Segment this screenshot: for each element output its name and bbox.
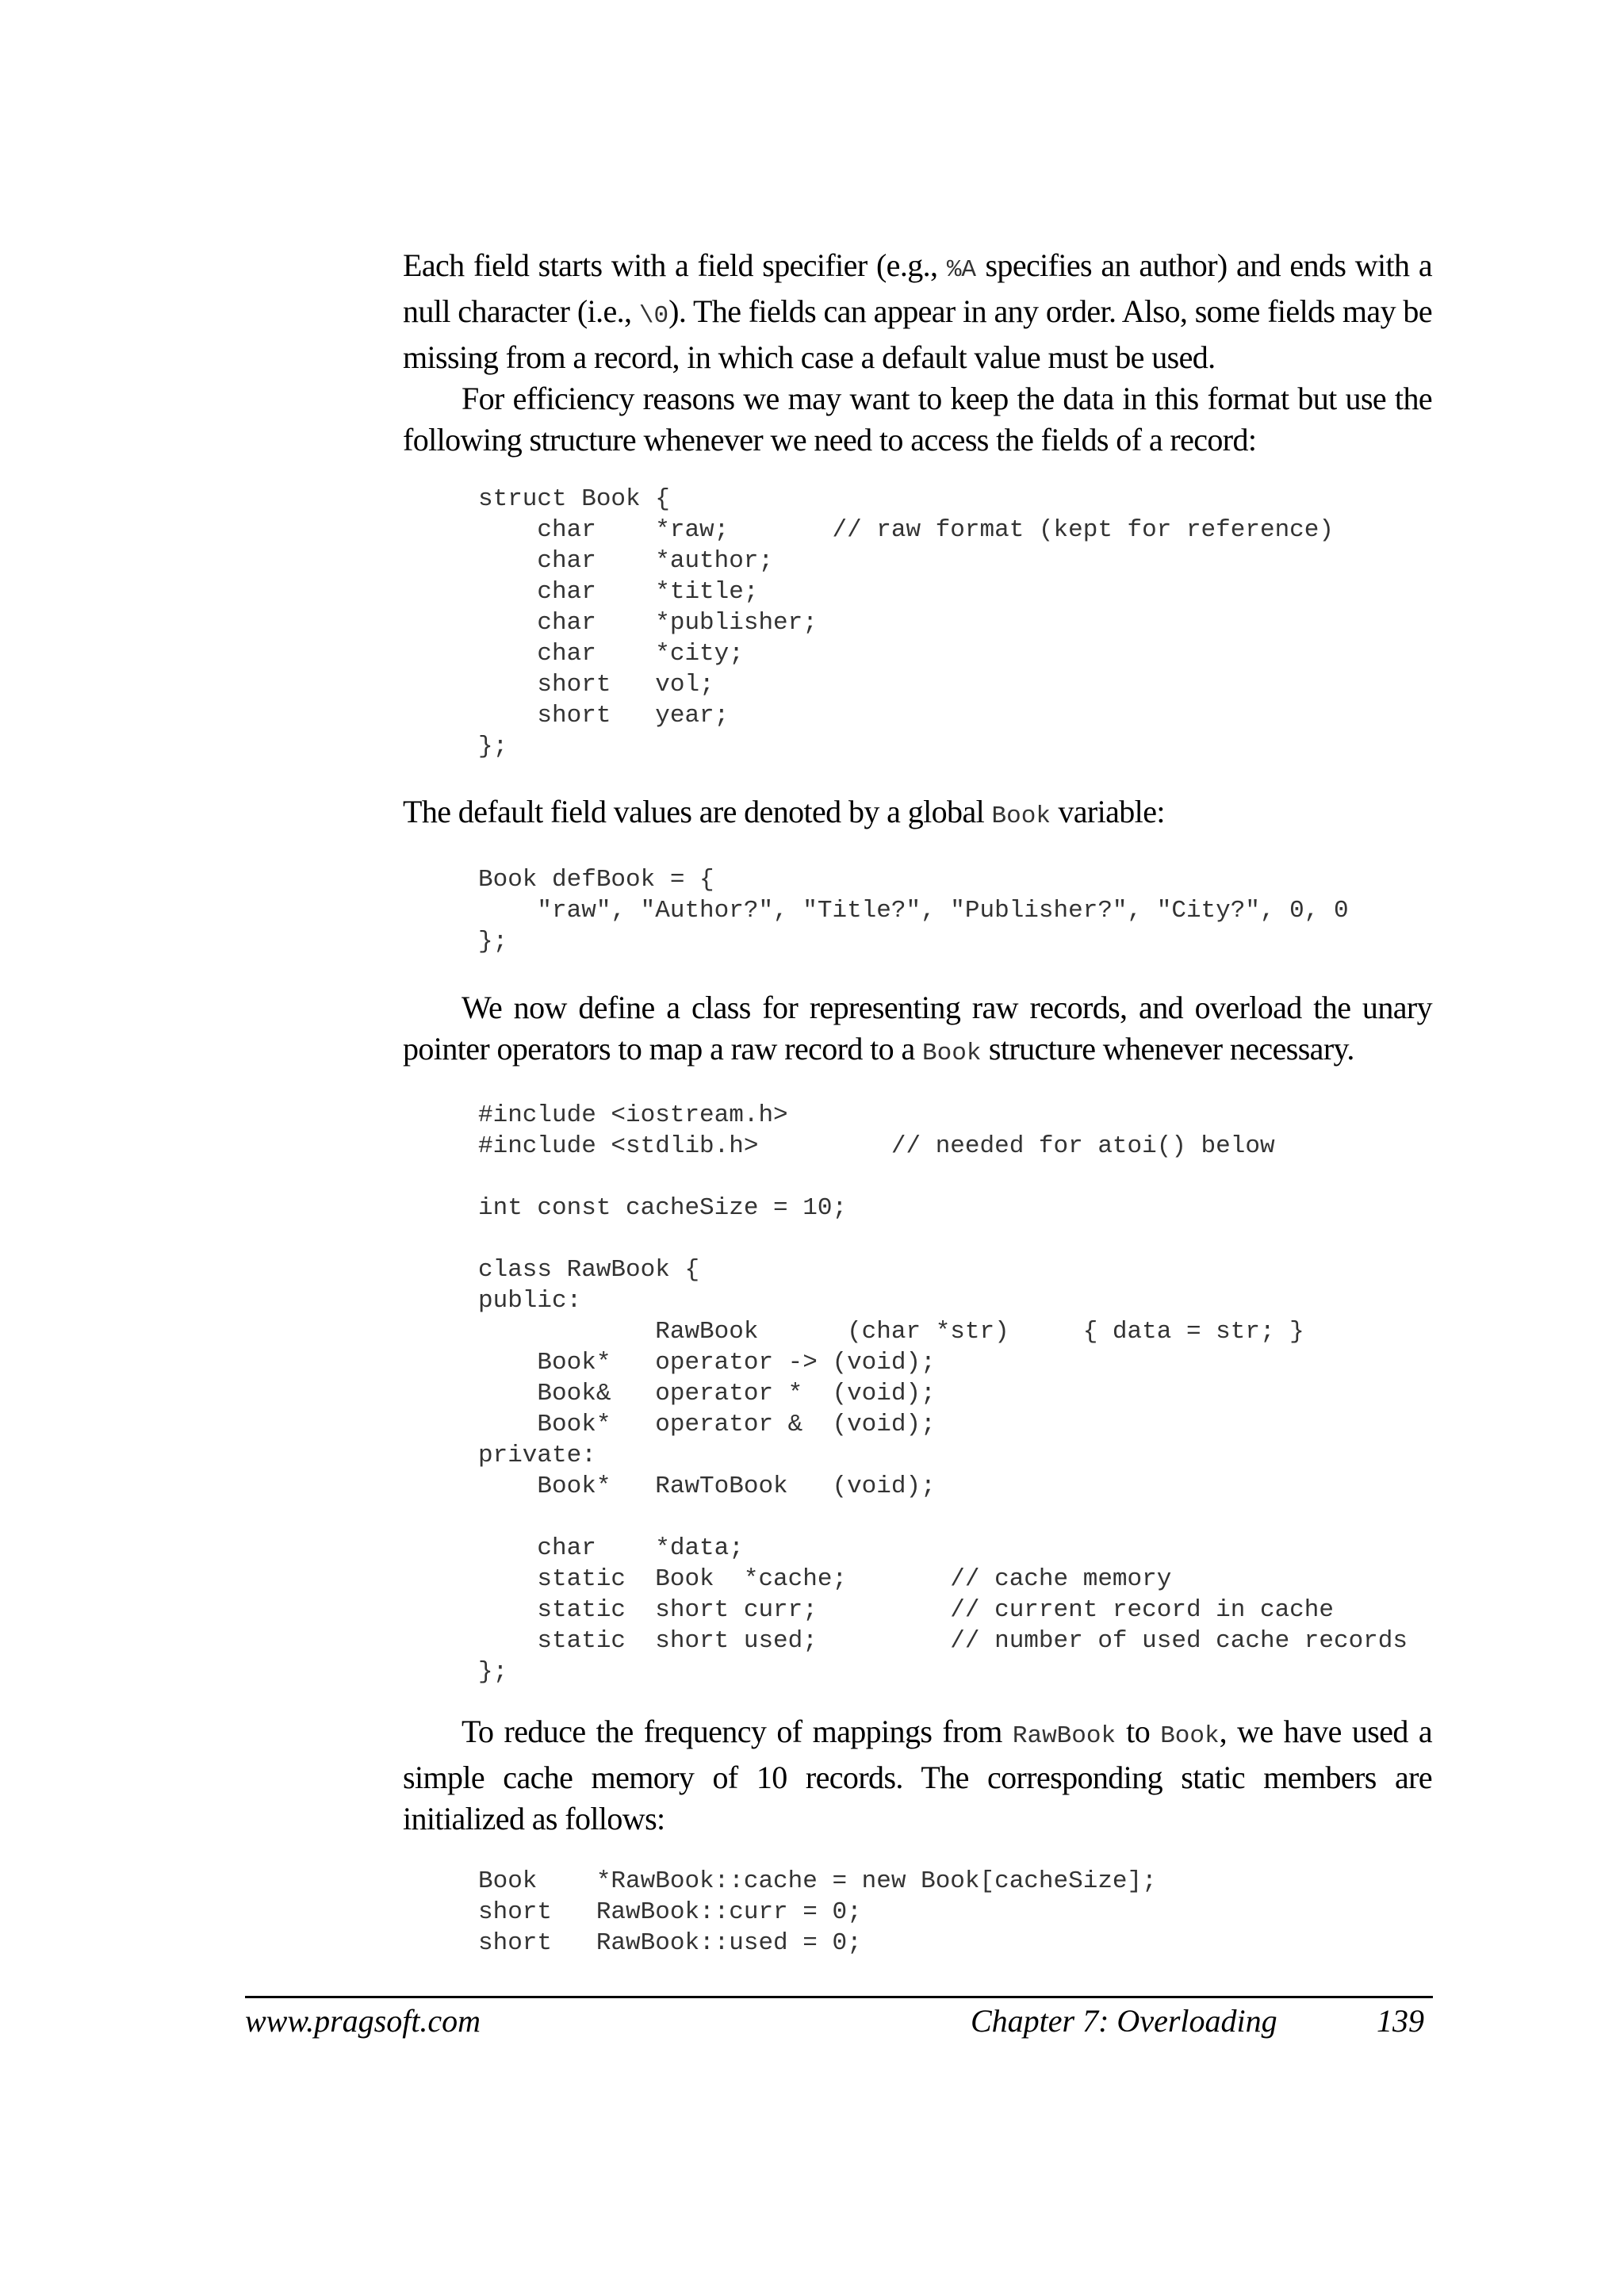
text: We now define a class for representing raw records, and overload the unary pointer operators to map a raw record to a bbox=[403, 990, 1432, 1067]
code-block-defbook: Book defBook = { "raw", "Author?", "Title?", "Publisher?", "City?", 0, 0 }; bbox=[478, 866, 1349, 956]
text: variable: bbox=[1050, 794, 1165, 829]
footer-website: www.pragsoft.com bbox=[245, 2003, 481, 2039]
inline-code: \0 bbox=[638, 302, 669, 330]
paragraph-efficiency: For efficiency reasons we may want to keep the data in this format but use the following structure whenever we need to access the fields of a record: bbox=[403, 381, 1432, 458]
text: structure whenever necessary. bbox=[981, 1031, 1354, 1067]
text: specifies an author) and ends with a null character (i.e., bbox=[403, 247, 1432, 329]
paragraph-field-specifiers bbox=[403, 245, 1432, 461]
footer-page-number: 139 bbox=[1377, 2003, 1424, 2039]
inline-code: %A bbox=[946, 256, 977, 284]
inline-code: Book bbox=[991, 802, 1051, 830]
inline-code: Book bbox=[1160, 1722, 1220, 1750]
text: The default field values are denoted by a global bbox=[403, 794, 992, 829]
code-block-static-init: Book *RawBook::cache = new Book[cacheSize]; short RawBook::curr = 0; short RawBook::used = 0; bbox=[478, 1867, 1157, 1957]
paragraph-class-definition bbox=[403, 987, 1432, 1074]
paragraph-cache bbox=[403, 1711, 1432, 1840]
text: , we have used a simple cache memory of 10 records. The corresponding static members are initialized as follows: bbox=[403, 1714, 1433, 1836]
paragraph-default-values bbox=[403, 791, 1432, 837]
inline-code: Book bbox=[922, 1040, 982, 1067]
text: ). The fields can appear in any order. Also, some fields may be missing from a record, in which case a default value must be used. bbox=[403, 293, 1432, 375]
footer-chapter: Chapter 7: Overloading bbox=[971, 2003, 1277, 2039]
text: to bbox=[1116, 1714, 1161, 1749]
text: To reduce the frequency of mappings from bbox=[462, 1714, 1013, 1749]
footer-rule bbox=[245, 1996, 1433, 1998]
inline-code: RawBook bbox=[1012, 1722, 1116, 1750]
text: Each field starts with a field specifier (e.g., bbox=[403, 247, 947, 283]
code-block-rawbook-class: #include <iostream.h> #include <stdlib.h> // needed for atoi() below int const cacheSize = 10; class RawBook { public: RawBook (char *str) { data = str; } Book* operator -> (void); Book& operator * (void); Book* operator & (void); private: Book* RawToBook (void); char *data; static Book *cache; // cache memory static short curr; // current record in cache static short used; // number of used cache records }; bbox=[478, 1101, 1408, 1686]
code-block-struct-book: struct Book { char *raw; // raw format (kept for reference) char *author; char *title; char *publisher; char *city; short vol; short year; }; bbox=[478, 485, 1334, 760]
